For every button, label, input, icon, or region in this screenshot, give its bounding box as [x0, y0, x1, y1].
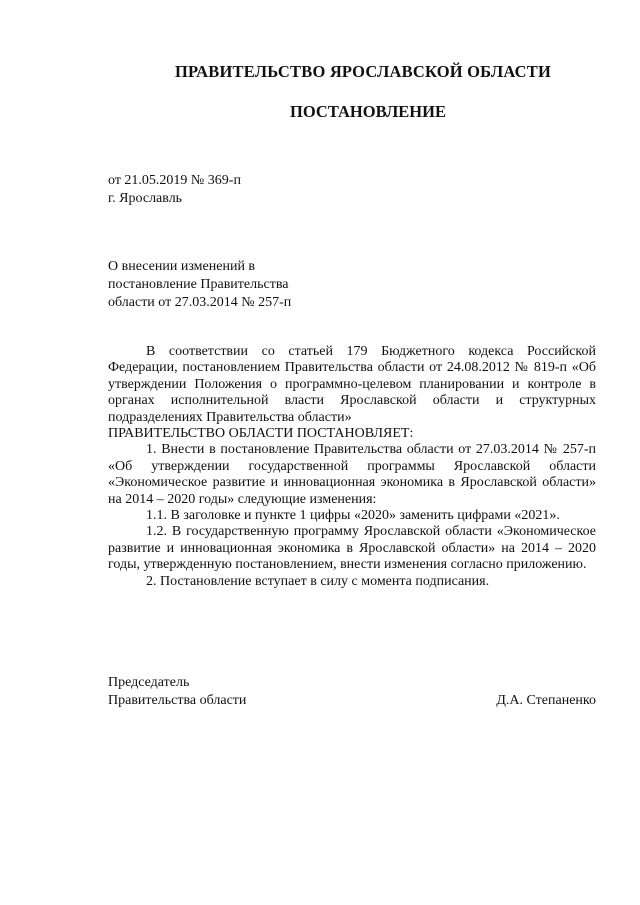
item-1-2-paragraph: 1.2. В государственную программу Ярославской области «Экономическое развитие и инновационная экономика в Ярославской области» на 2014 – 2020 годы, утвержденную постановлением, внести изменения согласно приложению. [108, 524, 596, 573]
decree-statement: ПРАВИТЕЛЬСТВО ОБЛАСТИ ПОСТАНОВЛЯЕТ: [108, 426, 414, 442]
subject-line: области от 27.03.2014 № 257-п [108, 295, 292, 310]
signer-name: Д.А. Степаненко [496, 693, 596, 708]
item-2-paragraph: 2. Постановление вступает в силу с момента подписания. [146, 573, 490, 589]
item-1-paragraph: 1. Внести в постановление Правительства области от 27.03.2014 № 257-п «Об утверждении государственной программы Ярославской области «Экономическое развитие и инновационная экономика в Ярославской области» на 2014 – 2020 годы» следующие изменения: [108, 442, 596, 507]
signer-position-org: Правительства области [108, 693, 247, 708]
signature-row [108, 692, 596, 710]
signer-position: Председатель [108, 675, 190, 690]
subject-line: постановление Правительства [108, 277, 289, 292]
document-body [108, 344, 596, 590]
date-number: от 21.05.2019 № 369-п [108, 173, 241, 188]
government-title: ПРАВИТЕЛЬСТВО ЯРОСЛАВСКОЙ ОБЛАСТИ [174, 62, 552, 81]
subject-line: О внесении изменений в [108, 259, 256, 274]
preamble-paragraph: В соответствии со статьей 179 Бюджетного кодекса Российской Федерации, постановлением Правительства области от 24.08.2012 № 819-п «Об утверждении Положения о программно-целевом планировании и контроле в органах исполнительной власти Ярославской области и структурных подразделениях Правительства области» [108, 344, 596, 425]
item-1-1-paragraph: 1.1. В заголовке и пункте 1 цифры «2020» заменить цифрами «2021». [146, 508, 560, 524]
document-subject [108, 258, 291, 312]
signature-block [108, 674, 596, 710]
document-meta [108, 172, 241, 208]
city: г. Ярославль [108, 191, 183, 206]
document-type: ПОСТАНОВЛЕНИЕ [290, 102, 446, 121]
